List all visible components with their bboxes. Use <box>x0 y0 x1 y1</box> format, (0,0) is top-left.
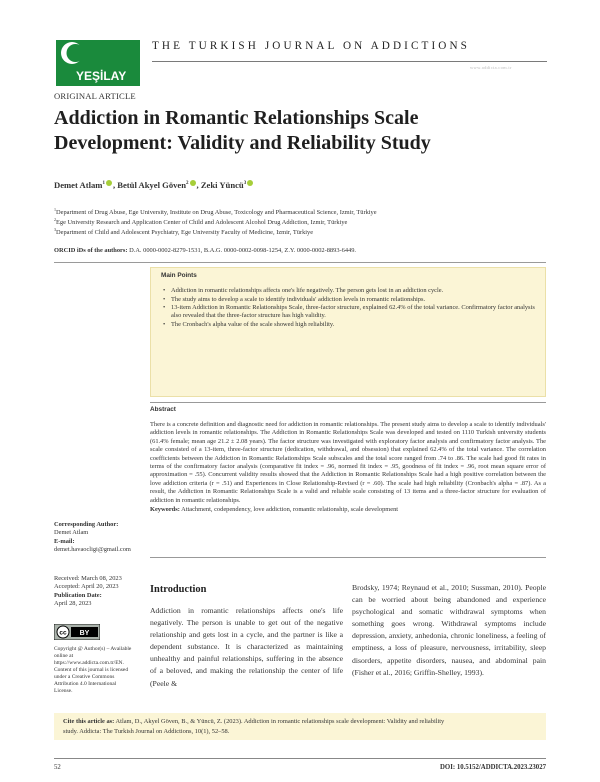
main-points-box <box>150 267 546 397</box>
publication-date: April 28, 2023 <box>54 600 92 608</box>
title-line-2: Development: Validity and Reliability Study <box>54 132 431 154</box>
orcid-icon[interactable] <box>190 180 196 186</box>
license-text: Copyright @ Author(s) – Available online at https://www.addicta.com.tr/EN. Content of this journal is licensed under a Creative Commons Attribution 4.0 International License. <box>54 646 132 694</box>
author-email[interactable]: demet.havaocligi@gmail.com <box>54 546 131 554</box>
citation-label: Cite this article as: <box>63 718 115 725</box>
main-point-item: • The Cronbach's alpha value of the scale showed high reliability. <box>161 321 535 329</box>
logo-text: YEŞİLAY <box>76 69 127 83</box>
affiliation: $^2$Ege University Research and Application Center of Child and Adolescent Alcohol Drug Addiction, Izmir, Türkiye <box>54 217 348 227</box>
abstract-section <box>150 402 546 558</box>
author-list: Demet Atlam$^1$ , Betül Akyel Göven$^2$ , Zeki Yüncü$^3$ <box>54 180 254 190</box>
header-divider <box>152 61 547 62</box>
author-name: Betül Akyel Göven <box>117 180 187 190</box>
journal-name: THE TURKISH JOURNAL ON ADDICTIONS <box>152 40 470 52</box>
intro-paragraph: Brodsky, 1974; Reynaud et al., 2010; Sussman, 2010). People can be worried about being abandoned and experience psychological and somatic withdrawal symptoms when something goes wrong. Withdrawal symptoms include depression, anxiety, anhedonia, chronic loneliness, a feeling of emptiness, a loss of pleasure, nervousness, irritability, sleep disorders, appetite disorders, nausea, and abdominal pain (Fisher et al., 2016; Griffin-Shelley, 1993). <box>352 583 546 677</box>
intro-heading: Introduction <box>150 584 207 595</box>
orcid-icon[interactable] <box>247 180 253 186</box>
citation-text: study. Addicta: The Turkish Journal on Addictions, 10(1), 52–58. <box>63 727 230 735</box>
abstract-title: Abstract <box>150 406 176 413</box>
received-date: Received: March 08, 2023 <box>54 575 122 582</box>
section-divider <box>54 262 546 263</box>
svg-text:BY: BY <box>79 629 90 637</box>
article-type: ORIGINAL ARTICLE <box>54 91 136 101</box>
corresponding-author: Corresponding Author: Demet Atlam E-mail: demet.havaocligi@gmail.com <box>54 521 131 554</box>
corresponding-author-name: Demet Atlam <box>54 529 89 537</box>
main-point-item: • Addiction in romantic relationships affects one's life negatively. The person gets lost in an addiction cycle. <box>161 287 535 295</box>
journal-logo <box>56 40 140 86</box>
doi[interactable]: DOI: 10.5152/ADDICTA.2023.23027 <box>440 764 546 771</box>
intro-paragraph: Addiction in romantic relationships affects one's life negatively. The person is unable to get out of the negative relationship and gets lost in a cycle, and the partner is like a dependent substance. It is characterized as maintaining unhealthy and painful relationships, suffering in the absence of a beloved, and making the relationship the center of life (Peele & <box>150 606 343 688</box>
orcid-ids: ORCID iDs of the authors: D.A. 0000-0002-8279-1531, B.A.G. 0000-0002-0098-1254, Z.Y. 0000-0002-8893-6449. <box>54 247 357 254</box>
intro-left-column <box>150 584 343 690</box>
citation-text: Atlam, D., Akyel Göven, B., & Yüncü, Z. (2023). Addiction in romantic relationships scale development: Validity and reliability <box>115 718 445 725</box>
article-dates: Received: March 08, 2023 Accepted: April 20, 2023 Publication Date: April 28, 2023 <box>54 575 122 608</box>
author-name: Demet Atlam <box>54 180 103 190</box>
keywords: Keywords: Attachment, codependency, love addiction, romantic relationship, scale development <box>150 506 399 514</box>
main-points-title: Main Points <box>161 272 197 279</box>
journal-website: www.addicta.com.tr <box>470 65 512 70</box>
intro-right-column <box>352 582 546 679</box>
footer-divider <box>54 758 546 759</box>
svg-text:cc: cc <box>59 629 67 637</box>
affiliation: $^1$Department of Drug Abuse, Ege University, Institute on Drug Abuse, Toxicology and Pharmaceutical Science, Izmir, Türkiye <box>54 207 377 217</box>
main-point-item: • 13-item Addiction in Romantic Relationships Scale, three-factor structure, explained 62.4% of the total variance. Confirmatory factor analysis also revealed that the three-factor structure has high validity. <box>161 304 535 320</box>
accepted-date: Accepted: April 20, 2023 <box>54 583 119 591</box>
affiliation: $^3$Department of Child and Adolescent Psychiatry, Ege University Faculty of Medicine, Izmir, Türkiye <box>54 227 314 237</box>
page-number: 52 <box>54 764 61 771</box>
main-point-item: • The study aims to develop a scale to identify individuals' addiction levels in romantic relationships. <box>161 296 535 304</box>
author-name: Zeki Yüncü <box>200 180 244 190</box>
title-line-1: Addiction in Romantic Relationships Scale <box>54 107 419 129</box>
cc-license-badge[interactable] <box>54 624 100 640</box>
abstract-text: There is a concrete definition and diagnostic need for addiction in romantic relationships. The present study aims to develop a scale to identify individuals' addiction levels in romantic relationships. The Addiction in Romantic Relationships Scale was developed and tested on 1110 Turkish university students (61.4% female; mean age 21.2 ± 2.08 years). The factor structure was investigated with exploratory factor analysis and confirmatory factor analysis. The scale consisted of a 13-item, three-factor structure (dedication, withdrawal, and obsession) that explained 62.4% of the total variance. The correlation coefficients between the Addiction in Romantic Relationships Scale subscales and the total score ranged from .74 to .86. The scale had good fit rates in terms of the confirmatory factor analysis (comparative fit index = .96, normed fit index = .95, goodness of fit index = .96, root mean square error of approximation = .55). Concurrent validity results showed that the Addiction in Romantic Relationships Scale had a high positive correlation between the love addiction criteria (r = .51) and Experiences in Close Relationship-Revised (r = .60). The scale had high reliability (Cronbach's alpha = .87). As a result, the Addiction in Romantic Relationships Scale is a valid and reliable scale consisting of 13 items and a three-factor structure for evaluation of addiction in romantic relationships. <box>150 421 546 504</box>
citation-box <box>54 713 546 740</box>
orcid-icon[interactable] <box>106 180 112 186</box>
article-title <box>54 106 534 156</box>
